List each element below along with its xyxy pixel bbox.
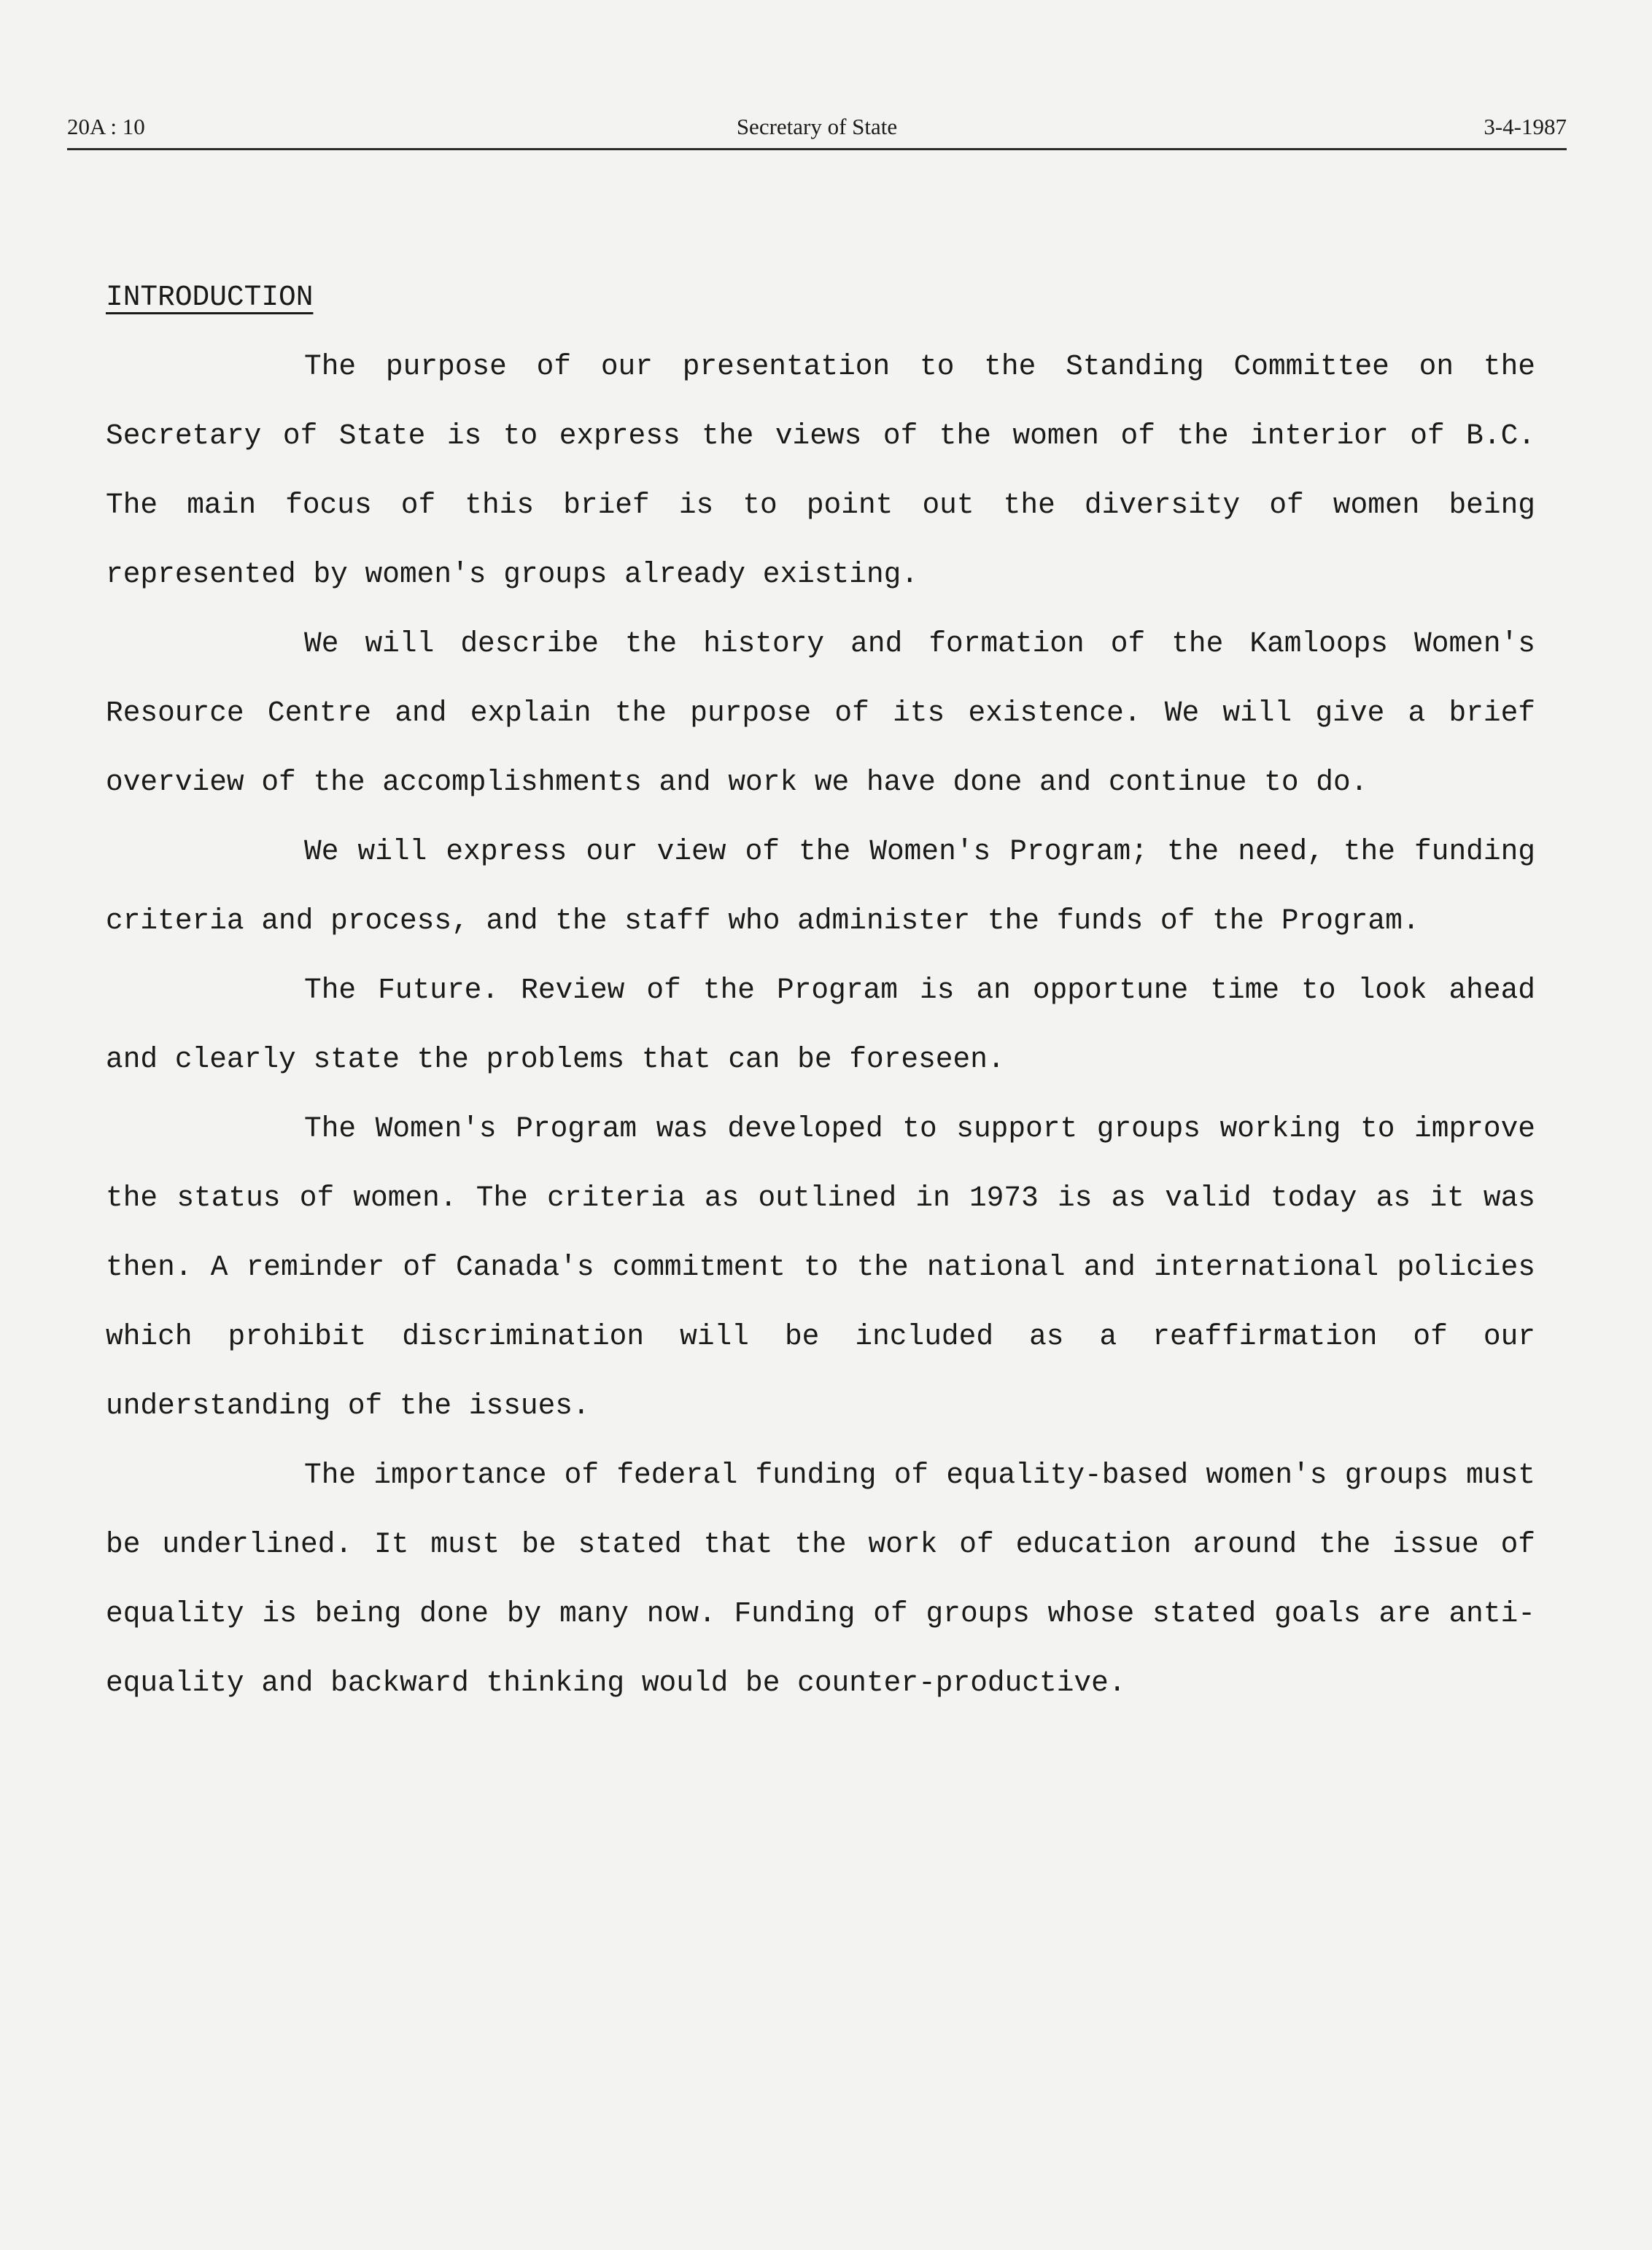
header-date: 3-4-1987: [1484, 114, 1567, 139]
section-heading: INTRODUCTION: [106, 281, 314, 314]
paragraph-purpose: The purpose of our presentation to the Standing Committee on the Secretary of State is to express the views of the women of the interior of B.C. The main focus of this brief is to point out the diversity of women being represented by women's groups already existing.: [106, 350, 1535, 591]
running-header: [67, 111, 1567, 144]
page-number: 20A : 10: [67, 114, 145, 139]
paragraph-program-view: We will express our view of the Women's Program; the need, the funding criteria and process, and the staff who administer the funds of the Program.: [106, 835, 1535, 937]
header-rule: [67, 148, 1567, 150]
document-body: [106, 263, 1535, 1718]
publication-title: Secretary of State: [736, 114, 898, 139]
paragraph-future: The Future. Review of the Program is an opportune time to look ahead and clearly state the problems that can be foreseen.: [106, 974, 1535, 1076]
paragraph-history: We will describe the history and formation of the Kamloops Women's Resource Centre and explain the purpose of its existence. We will give a brief overview of the accomplishments and work we have done and continue to do.: [106, 627, 1535, 799]
paragraph-womens-program: The Women's Program was developed to support groups working to improve the status of women. The criteria as outlined in 1973 is as valid today as it was then. A reminder of Canada's commitment to the national and international policies which prohibit discrimination will be included as a reaffirmation of our understanding of the issues.: [106, 1112, 1535, 1422]
paragraph-federal-funding: The importance of federal funding of equality-based women's groups must be underlined. It must be stated that the work of education around the issue of equality is being done by many now. Funding of groups whose stated goals are anti-equality and backward thinking would be counter-productive.: [106, 1459, 1535, 1699]
section-heading-line: [106, 263, 1535, 332]
